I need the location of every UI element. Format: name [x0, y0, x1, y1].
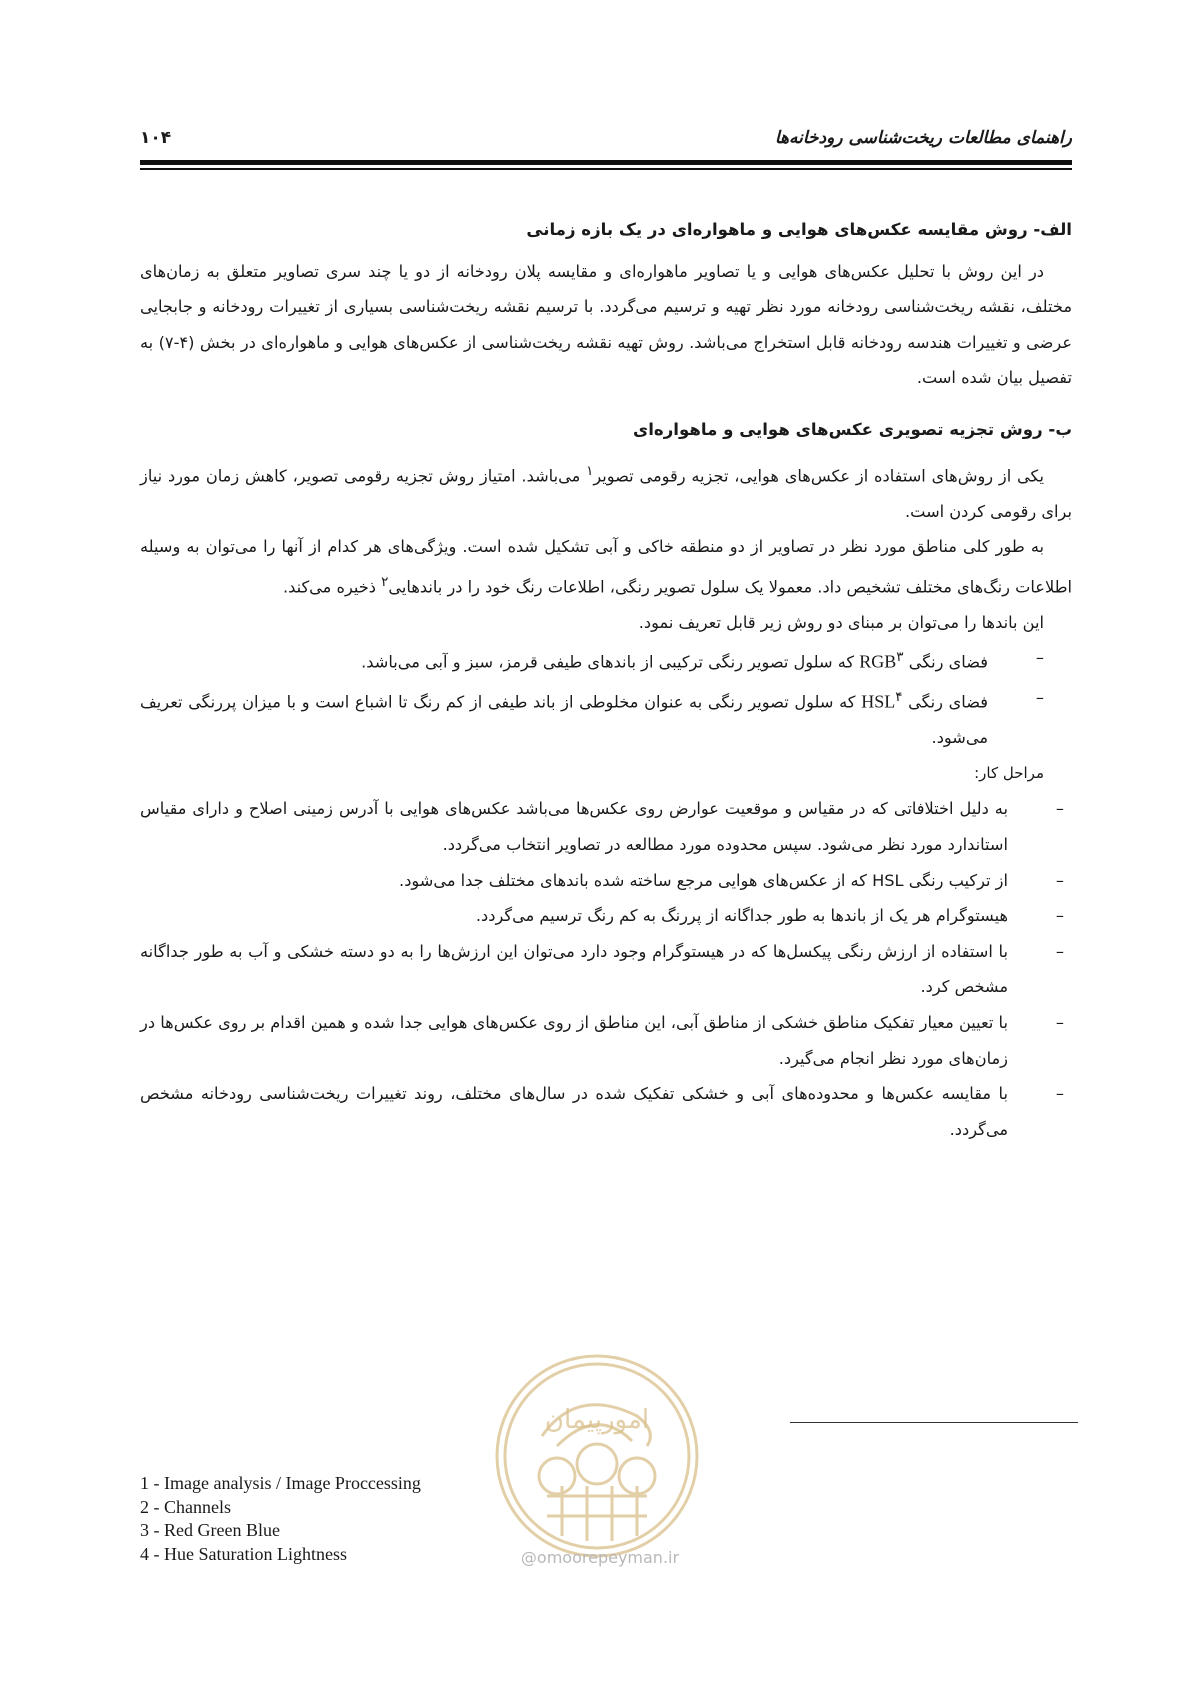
dash-bullet: –	[1055, 1084, 1064, 1104]
item-text: به دلیل اختلافاتی که در مقیاس و موقعیت عوارض روی عکس‌ها می‌باشد عکس‌های هوایی با آدرس زمینی اصلاح و دارای مقیاس استاندارد مورد نظر می‌شود. سپس محدوده مورد مطالعه در تصاویر انتخاب می‌گردد.	[140, 799, 1008, 855]
footnote-2: 2 - Channels	[140, 1496, 231, 1517]
list-item	[140, 640, 1072, 680]
section-b-paragraph-3: این باندها را می‌توان بر مبنای دو روش زیر قابل تعریف نمود.	[638, 612, 1044, 632]
list-item	[140, 680, 1072, 756]
item-text: با تعیین معیار تفکیک مناطق خشکی از مناطق آبی، این مناطق از روی عکس‌های هوایی جدا شده و همین اقدام بر روی عکس‌ها در زمان‌های مورد نظر انجام می‌گیرد.	[140, 1013, 1008, 1068]
color-space-list	[140, 640, 1072, 756]
dash-bullet: –	[1055, 941, 1064, 961]
list-item	[140, 863, 1072, 899]
list-item	[140, 1076, 1072, 1147]
dash-bullet: –	[1035, 648, 1044, 668]
list-item	[140, 934, 1072, 1005]
footnote-separator	[790, 1422, 1078, 1423]
item-text: که سلول تصویر رنگی به عنوان مخلوطی از باند طیفی از کم رنگ تا اشباع است و با میزان پررنگی تعریف می‌شود.	[140, 692, 988, 748]
section-b-paragraph-2	[140, 529, 1072, 605]
section-b-heading: ب- روش تجزیه تصویری عکس‌های هوایی و ماهواره‌ای	[633, 419, 1072, 439]
footnote-ref-2: ۲	[381, 573, 389, 590]
dash-bullet: –	[1055, 799, 1064, 819]
watermark-text: امورپیمان	[544, 1405, 650, 1435]
footnote-4: 4 - Hue Saturation Lightness	[140, 1543, 347, 1564]
steps-label: مراحل کار:	[974, 763, 1044, 782]
dash-bullet: –	[1035, 688, 1044, 708]
steps-list	[140, 791, 1072, 1147]
section-a-paragraph: در این روش با تحلیل عکس‌های هوایی و یا تصاویر ماهواره‌ای و مقایسه پلان رودخانه از دو یا چند سری تصاویر متعلق به زمان‌های مختلف، نقشه ریخت‌شناسی رودخانه مورد نظر تهیه و ترسیم می‌گردد. با ترسیم نقشه ریخت‌شناسی بسیاری از تغییرات رودخانه و جابجایی عرضی و تغییرات هندسه رودخانه قابل استخراج می‌باشد. روش تهیه نقشه ریخت‌شناسی از عکس‌های هوایی و ماهواره‌ای در بخش (۴-۷) به تفصیل بیان شده است.	[140, 261, 1072, 388]
header-rule-thick	[140, 160, 1072, 165]
watermark-seal-icon	[487, 1346, 707, 1566]
item-text: که سلول تصویر رنگی ترکیبی از باندهای طیفی قرمز، سبز و آبی می‌باشد.	[361, 652, 860, 672]
item-text: با مقایسه عکس‌ها و محدوده‌های آبی و خشکی تفکیک شده در سال‌های مختلف، روند تغییرات ریخت‌شناسی رودخانه مشخص می‌گردد.	[140, 1084, 1008, 1139]
footnote-ref-1: ۱	[586, 462, 594, 479]
paragraph-text: می‌باشد. امتیاز روش تجزیه رقومی تصویر، کاهش زمان مورد نیاز برای رقومی کردن است.	[140, 465, 1072, 521]
item-text: فضای رنگی	[903, 652, 988, 672]
term: RGB	[859, 651, 897, 672]
paragraph-text: به طور کلی مناطق مورد نظر در تصاویر از دو منطقه خاکی و آبی تشکیل شده است. ویژگی‌های هر کدام از آنها را می‌توان به وسیله اطلاعات رنگ‌های مختلف تشخیص داد. معمولا یک سلول تصویر رنگی، اطلاعات رنگ خود را در باندهایی	[140, 537, 1072, 597]
dash-bullet: –	[1055, 906, 1064, 926]
item-text: فضای رنگی	[902, 692, 988, 712]
item-text: با استفاده از ارزش رنگی پیکسل‌ها که در هیستوگرام وجود دارد می‌توان این ارزش‌ها را به دو دسته خشکی و آب به طور جداگانه مشخص کرد.	[140, 941, 1008, 997]
item-text: هیستوگرام هر یک از باندها به طور جداگانه از پررنگ به کم رنگ ترسیم می‌گردد.	[475, 906, 1008, 926]
list-item	[140, 898, 1072, 934]
item-text: از ترکیب رنگی HSL که از عکس‌های هوایی مرجع ساخته شده باندهای مختلف جدا می‌شود.	[399, 870, 1008, 890]
footnote-ref-3: ۳	[896, 649, 904, 666]
watermark-site: @omoorepeyman.ir	[520, 1548, 680, 1567]
body-text	[140, 212, 1072, 1147]
header-rule-thin	[140, 168, 1072, 170]
paragraph-text: یکی از روش‌های استفاده از عکس‌های هوایی، تجزیه رقومی تصویر	[593, 465, 1044, 485]
list-item	[140, 1005, 1072, 1076]
footnote-ref-4: ۴	[895, 689, 903, 706]
section-a-heading: الف- روش مقایسه عکس‌های هوایی و ماهواره‌ای در یک بازه زمانی	[526, 220, 1072, 239]
section-b-paragraph-1	[140, 454, 1072, 530]
running-header	[140, 128, 1072, 164]
dash-bullet: –	[1055, 1013, 1064, 1033]
watermark-logo	[487, 1346, 707, 1566]
dash-bullet: –	[1055, 870, 1064, 890]
footnote-3: 3 - Red Green Blue	[140, 1520, 280, 1540]
footnote-1: 1 - Image analysis / Image Proccessing	[140, 1473, 421, 1493]
term: HSL	[861, 691, 896, 712]
paragraph-text: ذخیره می‌کند.	[282, 577, 382, 597]
running-title: راهنمای مطالعات ریخت‌شناسی رودخانه‌ها	[774, 128, 1072, 148]
page-number: ۱۰۴	[140, 128, 172, 148]
list-item	[140, 791, 1072, 862]
